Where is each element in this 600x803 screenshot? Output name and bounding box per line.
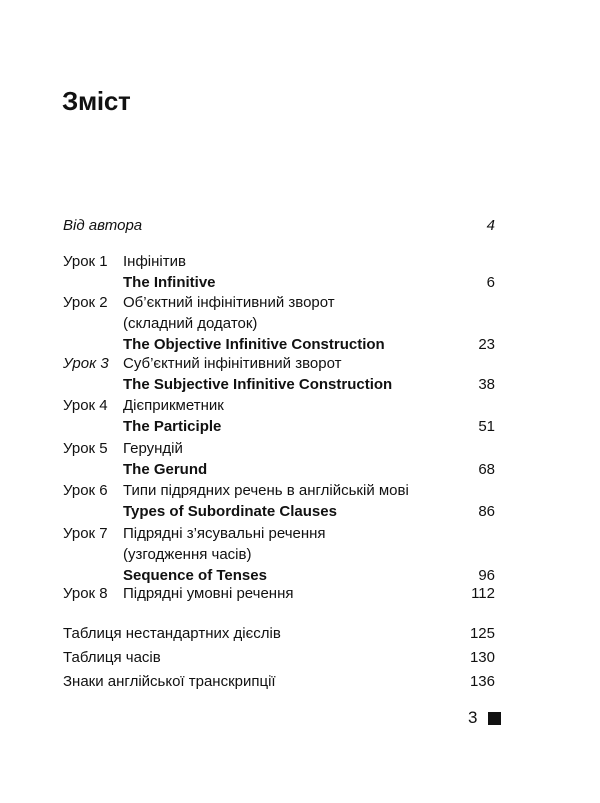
lesson-label: Урок 2 xyxy=(63,294,108,311)
page-title: Зміст xyxy=(62,86,131,116)
toc-entry-lesson-6[interactable] xyxy=(63,480,495,522)
toc-entry-appendix-2[interactable] xyxy=(63,647,495,668)
lesson-title-ua-2: (узгодження часів) xyxy=(123,546,252,563)
toc-entry-page: 125 xyxy=(469,625,495,642)
toc-entry-page: 86 xyxy=(478,503,495,520)
lesson-title-ua: Підрядні з’ясувальні речення xyxy=(123,525,326,542)
toc-entry-label: Таблиця нестандартних дієслів xyxy=(63,625,281,642)
toc-entry-label: Знаки англійської транскрипції xyxy=(63,673,276,690)
page-number: 3 xyxy=(468,708,478,727)
lesson-label: Урок 4 xyxy=(63,397,108,414)
toc-entry-page: 130 xyxy=(469,649,495,666)
toc-entry-appendix-3[interactable] xyxy=(63,671,495,692)
lesson-title-en: The Subjective Infinitive Construction xyxy=(123,376,393,393)
toc-entry-lesson-8[interactable] xyxy=(63,583,495,604)
toc-entry-lesson-3[interactable] xyxy=(63,353,495,395)
toc-entry-label: Таблиця часів xyxy=(63,649,161,666)
toc-entry-page: 23 xyxy=(478,336,495,353)
toc-entry-page: 68 xyxy=(478,461,495,478)
toc-entry-page: 51 xyxy=(478,418,495,435)
toc-entry-page: 4 xyxy=(486,217,495,234)
lesson-title-en: The Objective Infinitive Construction xyxy=(123,336,385,353)
page-footer xyxy=(468,708,501,728)
toc-entry-appendix-1[interactable] xyxy=(63,623,495,644)
toc-entry-lesson-2[interactable] xyxy=(63,292,495,355)
toc-entry-lesson-1[interactable] xyxy=(63,251,495,293)
lesson-label: Урок 7 xyxy=(63,525,108,542)
toc-entry-page: 6 xyxy=(486,274,495,291)
toc-entry-page: 96 xyxy=(478,567,495,584)
lesson-title-ua: Герундій xyxy=(123,440,183,457)
lesson-title-en: Types of Subordinate Clauses xyxy=(123,503,337,520)
lesson-label: Урок 6 xyxy=(63,482,108,499)
lesson-title-en: The Participle xyxy=(123,418,222,435)
toc-entry-page: 136 xyxy=(469,673,495,690)
toc-entry-lesson-7[interactable] xyxy=(63,523,495,586)
lesson-title-ua: Типи підрядних речень в англійській мові xyxy=(123,482,409,499)
lesson-label: Урок 1 xyxy=(63,253,108,270)
lesson-title-ua: Суб’єктний інфінітивний зворот xyxy=(123,355,342,372)
lesson-label: Урок 3 xyxy=(63,355,109,372)
lesson-title-ua-2: (складний додаток) xyxy=(123,315,258,332)
toc-entry-lesson-5[interactable] xyxy=(63,438,495,480)
toc-entry-preface[interactable] xyxy=(63,215,495,236)
lesson-title-en: Sequence of Tenses xyxy=(123,567,267,584)
lesson-title-en: The Gerund xyxy=(123,461,208,478)
lesson-title-ua: Об’єктний інфінітивний зворот xyxy=(123,294,335,311)
toc-entry-lesson-4[interactable] xyxy=(63,395,495,437)
toc-entry-page: 112 xyxy=(471,585,495,602)
toc-entry-page: 38 xyxy=(478,376,495,393)
lesson-label: Урок 8 xyxy=(63,585,108,602)
lesson-title-ua: Інфінітив xyxy=(123,253,186,270)
square-marker-icon xyxy=(488,712,501,725)
toc-entry-label: Від автора xyxy=(63,217,143,234)
lesson-title-ua: Дієприкметник xyxy=(123,397,224,414)
lesson-title-en: The Infinitive xyxy=(123,274,216,291)
lesson-title-ua: Підрядні умовні речення xyxy=(123,585,294,602)
lesson-label: Урок 5 xyxy=(63,440,108,457)
